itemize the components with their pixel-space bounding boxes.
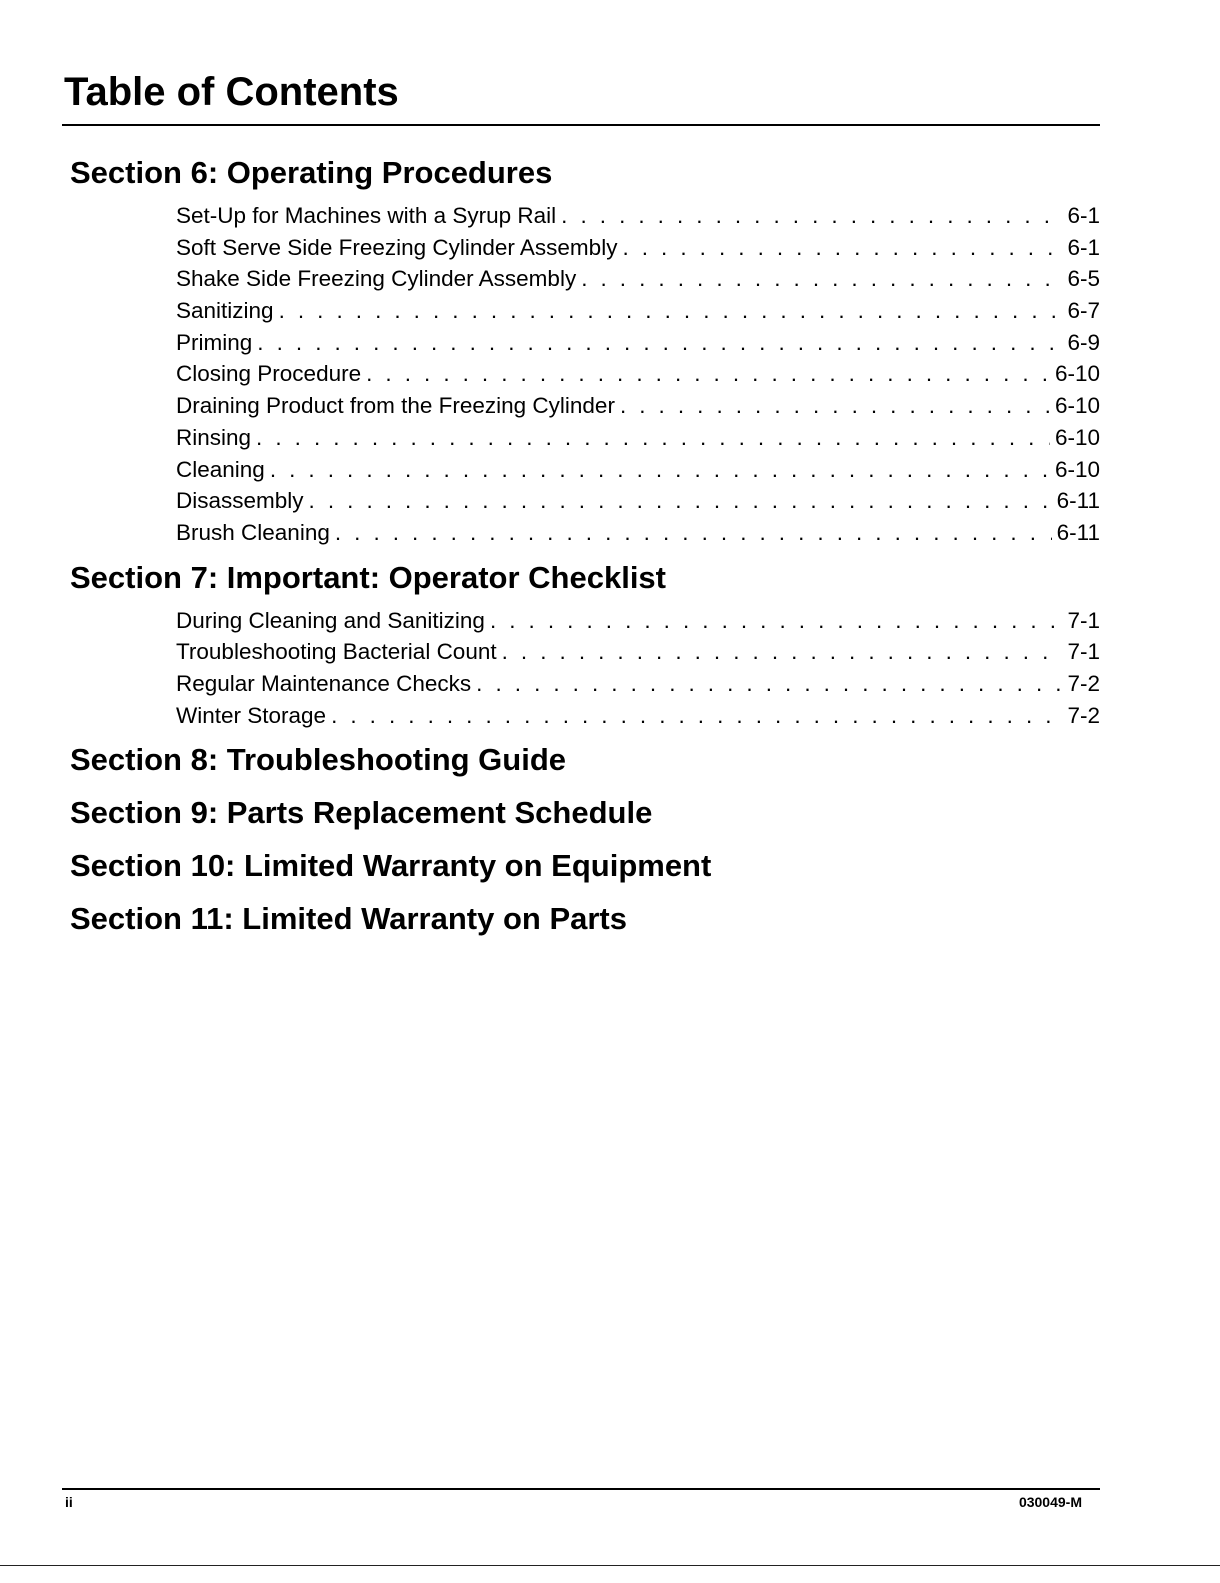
toc-entry-label: Shake Side Freezing Cylinder Assembly — [176, 266, 577, 292]
dot-leader — [581, 263, 1062, 295]
section-6 — [70, 152, 1100, 549]
toc-entry-label: Rinsing — [176, 424, 252, 450]
toc-entry-page: 6-7 — [1067, 298, 1100, 324]
toc-entry-page: 7-2 — [1067, 702, 1100, 728]
toc-entry[interactable] — [176, 232, 1100, 264]
dot-leader — [620, 390, 1050, 422]
dot-leader — [270, 454, 1050, 486]
footer-doc-number: 030049-M — [1018, 1494, 1082, 1510]
toc-entry[interactable] — [176, 358, 1100, 390]
toc-entry-label: Closing Procedure — [176, 361, 362, 387]
dot-leader — [256, 422, 1050, 454]
toc-entry-label: Sanitizing — [176, 298, 274, 324]
section-8 — [70, 739, 1100, 781]
toc-entry-page: 6-1 — [1067, 203, 1100, 228]
section-heading[interactable]: Section 11: Limited Warranty on Parts — [70, 901, 627, 937]
footer-rule — [62, 1488, 1100, 1490]
dot-leader — [335, 517, 1052, 549]
section-9 — [70, 792, 1100, 834]
section-heading[interactable]: Section 6: Operating Procedures — [70, 155, 553, 190]
dot-leader — [561, 200, 1062, 232]
toc-entry-page: 6-1 — [1067, 234, 1100, 260]
dot-leader — [366, 358, 1050, 390]
toc-entry[interactable] — [176, 422, 1100, 454]
dot-leader — [622, 232, 1062, 264]
toc-entry-page: 6-10 — [1054, 456, 1100, 482]
toc-entry[interactable] — [176, 700, 1100, 732]
section-heading[interactable]: Section 9: Parts Replacement Schedule — [70, 795, 653, 831]
toc-entry[interactable] — [176, 605, 1100, 637]
toc-entry-label: Draining Product from the Freezing Cylinder — [176, 393, 615, 419]
toc-entry-page: 6-5 — [1067, 266, 1100, 292]
toc-entry-label: Disassembly — [176, 488, 304, 514]
section-7-entries — [70, 605, 1100, 732]
toc-entry-page: 6-11 — [1056, 519, 1100, 545]
toc-entry[interactable] — [176, 327, 1100, 359]
dot-leader — [309, 485, 1052, 517]
toc-entry[interactable] — [176, 636, 1100, 668]
dot-leader — [476, 668, 1062, 700]
toc-entry-label: Winter Storage — [176, 702, 327, 728]
toc-entry-label: During Cleaning and Sanitizing — [176, 607, 485, 633]
toc-entry-label: Troubleshooting Bacterial Count — [176, 639, 497, 665]
toc-entry[interactable] — [176, 485, 1100, 517]
toc-entry-page: 6-10 — [1054, 393, 1100, 419]
toc-entry-label: Regular Maintenance Checks — [176, 670, 472, 696]
toc-entry-page: 6-10 — [1054, 361, 1100, 387]
dot-leader — [502, 636, 1063, 668]
toc-entry-label: Priming — [176, 329, 253, 355]
toc-entry-label: Cleaning — [176, 456, 265, 482]
dot-leader — [331, 700, 1062, 732]
section-heading[interactable]: Section 7: Important: Operator Checklist — [70, 559, 666, 595]
toc-entry[interactable] — [176, 295, 1100, 327]
toc-entry-label: Soft Serve Side Freezing Cylinder Assembly — [176, 234, 618, 260]
section-10 — [70, 845, 1100, 887]
toc-entry-page: 6-10 — [1054, 424, 1100, 450]
toc-entry-page: 7-2 — [1067, 670, 1100, 696]
toc-entry[interactable] — [176, 200, 1100, 232]
dot-leader — [279, 295, 1063, 327]
table-of-contents — [70, 152, 1100, 951]
dot-leader — [257, 327, 1062, 359]
toc-entry-page: 6-11 — [1056, 488, 1100, 514]
toc-entry-page: 7-1 — [1067, 607, 1100, 633]
title-rule — [62, 124, 1100, 126]
section-heading[interactable]: Section 10: Limited Warranty on Equipment — [70, 848, 712, 884]
section-6-entries — [70, 200, 1100, 549]
toc-entry-label: Brush Cleaning — [176, 519, 330, 545]
dot-leader — [490, 605, 1063, 637]
footer-page-number: ii — [65, 1494, 73, 1510]
toc-entry[interactable] — [176, 390, 1100, 422]
toc-entry-label: Set-Up for Machines with a Syrup Rail — [176, 203, 557, 228]
section-11 — [70, 898, 1100, 940]
toc-entry-page: 7-1 — [1067, 639, 1100, 665]
toc-entry[interactable] — [176, 454, 1100, 486]
toc-entry-page: 6-9 — [1067, 329, 1100, 355]
scan-edge — [0, 1565, 1220, 1566]
page-title: Table of Contents — [64, 70, 399, 114]
toc-entry[interactable] — [176, 263, 1100, 295]
toc-entry[interactable] — [176, 668, 1100, 700]
section-heading[interactable]: Section 8: Troubleshooting Guide — [70, 742, 567, 778]
toc-entry[interactable] — [176, 517, 1100, 549]
section-7 — [70, 557, 1100, 732]
